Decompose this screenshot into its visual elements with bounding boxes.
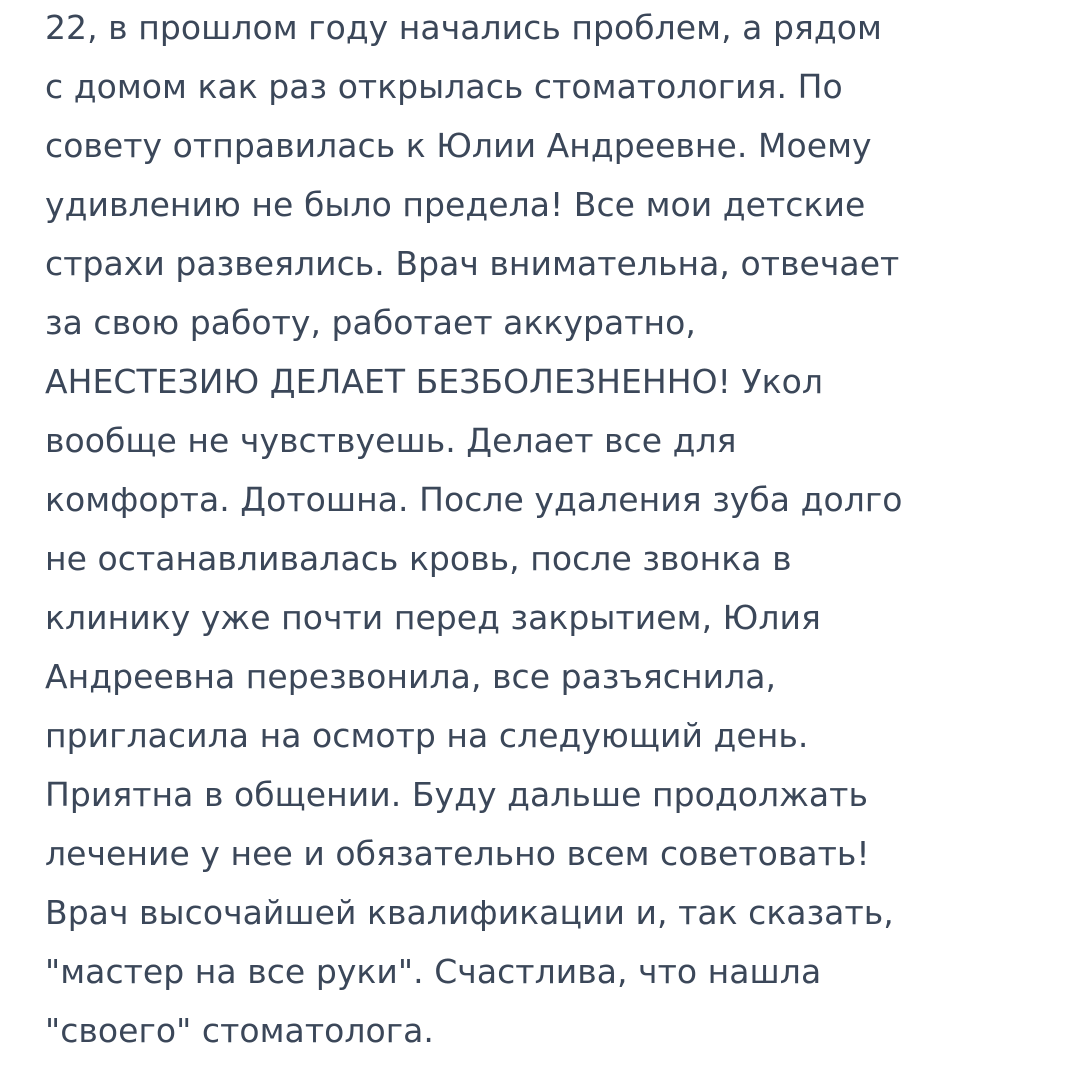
review-line: комфорта. Дотошна. После удаления зуба долго xyxy=(45,480,903,519)
review-line: пригласила на осмотр на следующий день. xyxy=(45,716,809,755)
review-line: вообще не чувствуешь. Делает все для xyxy=(45,421,737,460)
review-line: "своего" стоматолога. xyxy=(45,1011,434,1050)
review-line: клинику уже почти перед закрытием, Юлия xyxy=(45,598,821,637)
review-line: не останавливалась кровь, после звонка в xyxy=(45,539,792,578)
review-line: Приятна в общении. Буду дальше продолжать xyxy=(45,775,868,814)
review-line: совету отправилась к Юлии Андреевне. Моему xyxy=(45,126,872,165)
review-line: Врач высочайшей квалификации и, так сказать, xyxy=(45,893,894,932)
review-line: 22, в прошлом году начались проблем, а рядом xyxy=(45,8,882,47)
review-line: АНЕСТЕЗИЮ ДЕЛАЕТ БЕЗБОЛЕЗНЕННО! Укол xyxy=(45,362,823,401)
review-line: за свою работу, работает аккуратно, xyxy=(45,303,696,342)
review-line: удивлению не было предела! Все мои детские xyxy=(45,185,866,224)
review-line: "мастер на все руки". Счастлива, что нашла xyxy=(45,952,822,991)
review-line: лечение у нее и обязательно всем советовать! xyxy=(45,834,870,873)
review-line: Андреевна перезвонила, все разъяснила, xyxy=(45,657,777,696)
review-line: с домом как раз открылась стоматология. По xyxy=(45,67,843,106)
review-text xyxy=(45,0,1055,1060)
review-line: страхи развеялись. Врач внимательна, отвечает xyxy=(45,244,900,283)
